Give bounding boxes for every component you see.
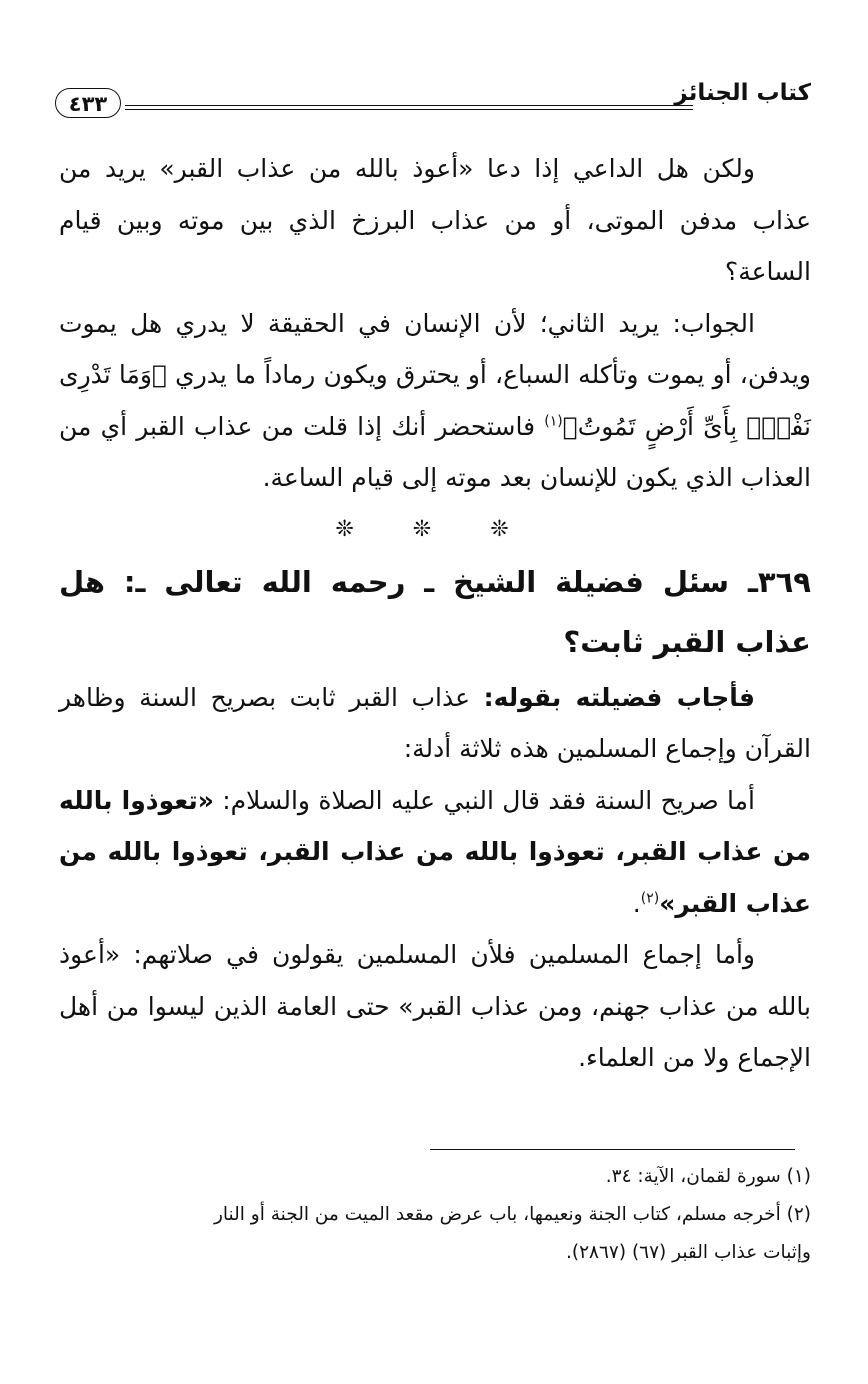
paragraph-answer <box>59 298 811 504</box>
paragraph-consensus-evidence: وأما إجماع المسلمين فلأن المسلمين يقولون في صلاتهم: «أعوذ بالله من عذاب جهنم، ومن عذاب القبر» حتى العامة الذين ليسوا من أهل الإجماع ولا من العلماء. <box>59 940 811 1072</box>
section-separator: ❊ ❊ ❊ <box>335 516 535 542</box>
footnote-2: (٢) أخرجه مسلم، كتاب الجنة ونعيمها، باب عرض مقعد الميت من الجنة أو النار <box>213 1204 811 1225</box>
footnote-rule <box>430 1149 795 1150</box>
footnote-2-continued: وإثبات عذاب القبر (٦٧) (٢٨٦٧). <box>565 1242 811 1263</box>
footnote-ref-2[interactable]: (٢) <box>640 890 660 907</box>
answer-text-start: الجواب: يريد الثاني؛ لأن الإنسان في الحقيقة لا يدري هل يموت ويدفن، أو يموت وتأكله السباع، أو يحترق ويكون رماداً ما يدري <box>59 308 811 389</box>
reply-text: عذاب القبر ثابت بصريح السنة وظاهر القرآن وإجماع المسلمين هذه ثلاثة أدلة: <box>59 682 811 763</box>
paragraph-question-intro: ولكن هل الداعي إذا دعا «أعوذ بالله من عذاب القبر» يريد من عذاب مدفن الموتى، أو من عذاب البرزخ الذي بين موته وبين قيام الساعة؟ <box>59 154 811 286</box>
footnote-1: (١) سورة لقمان، الآية: ٣٤. <box>605 1166 811 1187</box>
paragraph-sunnah-evidence <box>59 775 811 930</box>
paragraph-reply <box>59 672 811 775</box>
question-heading: ٣٦٩ـ سئل فضيلة الشيخ ـ رحمه الله تعالى ـ: هل عذاب القبر ثابت؟ <box>59 564 811 659</box>
running-header <box>55 78 811 122</box>
footnote-ref-1[interactable]: (١) <box>544 413 563 430</box>
sunnah-intro: أما صريح السنة فقد قال النبي عليه الصلاة والسلام: <box>222 785 755 815</box>
header-rule <box>125 105 693 110</box>
sunnah-end: . <box>632 888 641 918</box>
chapter-title: كتاب الجنائز <box>674 80 811 106</box>
answer-text-end: فاستحضر أنك إذا قلت من عذاب القبر أي من العذاب الذي يكون للإنسان بعد موته إلى قيام الساعة. <box>59 411 811 492</box>
page-number: ٤٣٣ <box>55 88 121 118</box>
footnotes <box>59 1158 811 1272</box>
hadith-quote: «تعوذوا بالله من عذاب القبر، تعوذوا بالله من عذاب القبر، تعوذوا بالله من عذاب القبر» <box>59 785 811 918</box>
reply-lead: فأجاب فضيلته بقوله: <box>483 682 755 712</box>
quran-verse: ﴿وَمَا تَدْرِى نَفْسٌۢ بِأَىِّ أَرْضٍ تَمُوتُ﴾ <box>59 360 811 441</box>
main-text <box>59 143 811 1084</box>
